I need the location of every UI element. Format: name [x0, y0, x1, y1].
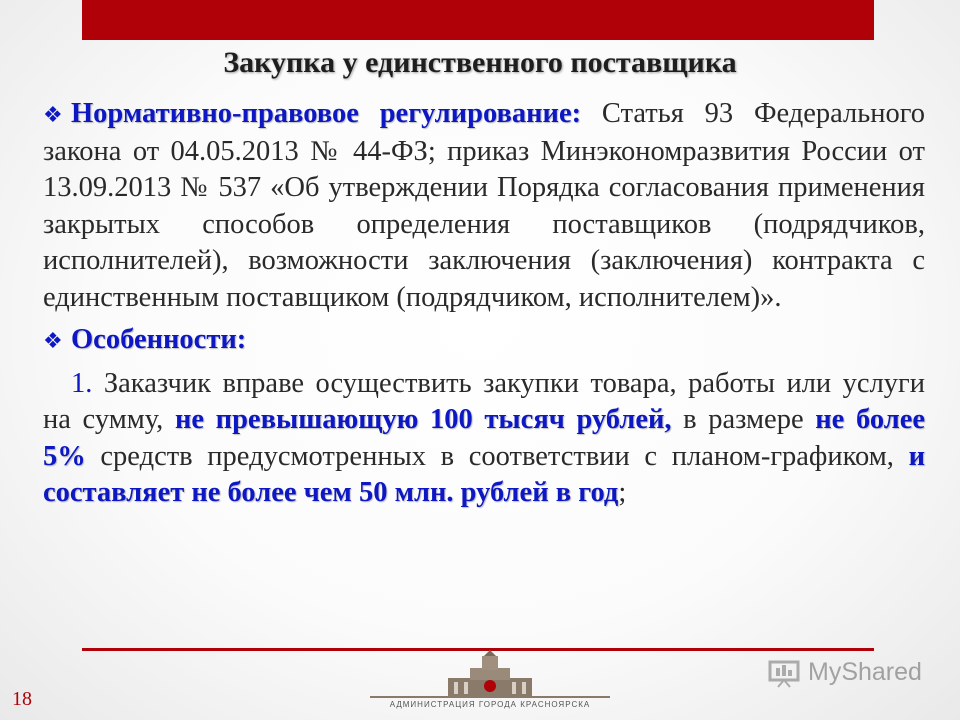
- paragraph-regulation: [43, 96, 925, 316]
- paragraph-features-heading: [43, 322, 925, 360]
- regulation-text: Статья 93 Федерального закона от 04.05.2013 № 44-ФЗ; приказ Минэкономразвития России от 13.09.2013 № 537 «Об утверждении Порядка согласования применения закрытых способов определения поставщиков (подрядчиков, исполнителей), возможности заключения (заключения) контракта с единственным поставщиком (подрядчиком, исполнителем)».: [43, 98, 926, 313]
- feature-highlight-1: не превышающую 100 тысяч рублей,: [174, 404, 672, 435]
- paragraph-feature-1: [43, 366, 925, 512]
- slide-title: Закупка у единственного поставщика: [223, 46, 737, 79]
- diamond-bullet-icon: ❖: [43, 328, 63, 353]
- administration-label: АДМИНИСТРАЦИЯ ГОРОДА КРАСНОЯРСКА: [389, 700, 591, 709]
- top-red-bar: [82, 0, 874, 40]
- page-number: 18: [12, 688, 32, 710]
- feature-text-1: Заказчик вправе осуществить закупки товара, работы или услуги на сумму,: [43, 367, 925, 435]
- regulation-heading: Нормативно-правовое регулирование:: [71, 98, 582, 129]
- slide-content: [43, 96, 925, 512]
- watermark-text: MyShared: [808, 658, 922, 686]
- diamond-bullet-icon: ❖: [43, 102, 63, 127]
- feature-text-4: ;: [618, 477, 627, 508]
- presentation-icon: [768, 658, 802, 688]
- city-building-icon: [370, 650, 610, 700]
- feature-highlight-3: и составляет не более чем 50 млн. рублей в год: [43, 440, 925, 508]
- feature-highlight-2: не более 5%: [43, 404, 925, 472]
- administration-logo: [370, 650, 610, 720]
- myshared-watermark: [768, 658, 928, 690]
- feature-text-3: средств предусмотренных в соответствии с планом-графиком,: [85, 440, 909, 472]
- feature-text-2: в размере: [671, 404, 816, 435]
- item-number: 1.: [71, 367, 93, 399]
- features-heading: Особенности:: [71, 324, 247, 355]
